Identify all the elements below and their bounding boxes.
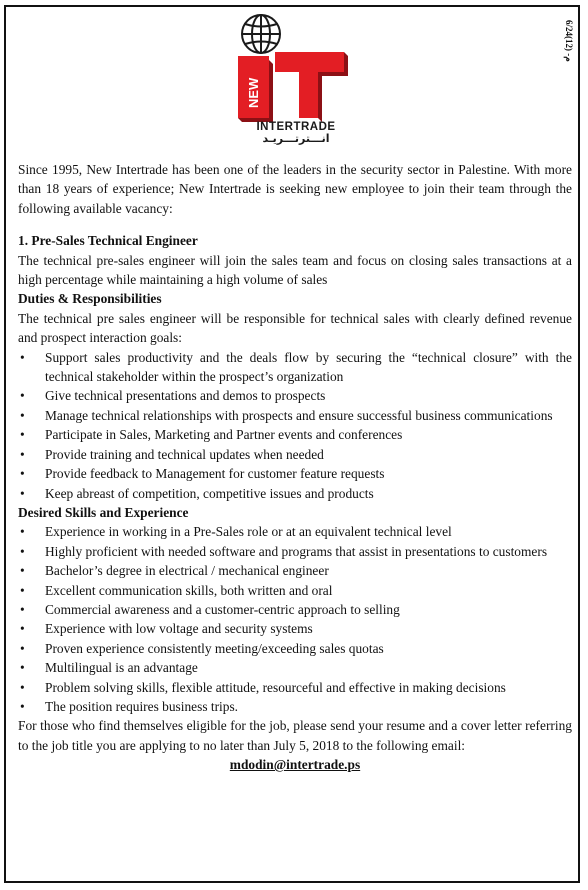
duties-title: Duties & Responsibilities — [18, 291, 162, 307]
duties-intro: The technical pre sales engineer will be responsible for technical sales with clearly defined revenue and prospect interaction goals: — [18, 310, 572, 346]
list-item: • Problem solving skills, flexible attitude, resourceful and effective in making decisions — [18, 678, 572, 697]
list-item: • Support sales productivity and the deals flow by securing the “technical closure” with the technical stakeholder within the prospect’s organization — [18, 348, 572, 387]
skills-list — [18, 522, 572, 716]
closing-paragraph: For those who find themselves eligible for the job, please send your resume and a cover letter referring to the job title you are applying to no later than July 5, 2018 to the following email: — [18, 718, 572, 753]
list-item: • Manage technical relationships with prospects and ensure successful business communications — [18, 406, 572, 425]
logo-new-text: NEW — [246, 77, 261, 108]
list-item: • Multilingual is an advantage — [18, 658, 572, 677]
list-item: • Keep abreast of competition, competitive issues and products — [18, 484, 572, 503]
list-item: • Experience in working in a Pre-Sales role or at an equivalent technical level — [18, 522, 572, 541]
list-item: • Participate in Sales, Marketing and Partner events and conferences — [18, 425, 572, 444]
duties-list — [18, 348, 572, 503]
list-item: • Commercial awareness and a customer-centric approach to selling — [18, 600, 572, 619]
logo-t-block — [275, 52, 344, 118]
list-item: • Provide feedback to Management for customer feature requests — [18, 464, 572, 483]
list-item: • Excellent communication skills, both written and oral — [18, 581, 572, 600]
list-item: • The position requires business trips. — [18, 697, 572, 716]
list-item: • Proven experience consistently meeting/exceeding sales quotas — [18, 639, 572, 658]
publication-code: م- (12)6/24 — [564, 20, 574, 62]
logo-brand-ar: انـــترتـــريـد — [262, 132, 330, 145]
list-item: • Experience with low voltage and security systems — [18, 619, 572, 638]
globe-icon — [242, 15, 280, 53]
list-item: • Highly proficient with needed software and programs that assist in presentations to customers — [18, 542, 572, 561]
position-summary: The technical pre-sales engineer will join the sales team and focus on closing sales transactions at a high percentage while maintaining a high volume of sales — [18, 252, 572, 288]
ad-body — [18, 160, 572, 775]
logo-brand-en: INTERTRADE — [256, 121, 336, 133]
contact-email-link[interactable]: mdodin@intertrade.ps — [229, 757, 361, 773]
intro-paragraph: Since 1995, New Intertrade has been one of the leaders in the security sector in Palestine. With more than 18 years of experience; New Intertrade is seeking new employee to join their team through the following available vacancy: — [18, 162, 572, 216]
list-item: • Give technical presentations and demos to prospects — [18, 386, 572, 405]
position-title: 1. Pre-Sales Technical Engineer — [18, 233, 198, 249]
list-item: • Provide training and technical updates when needed — [18, 445, 572, 464]
skills-title: Desired Skills and Experience — [18, 504, 189, 520]
new-intertrade-logo — [226, 12, 366, 145]
list-item: • Bachelor’s degree in electrical / mechanical engineer — [18, 561, 572, 580]
